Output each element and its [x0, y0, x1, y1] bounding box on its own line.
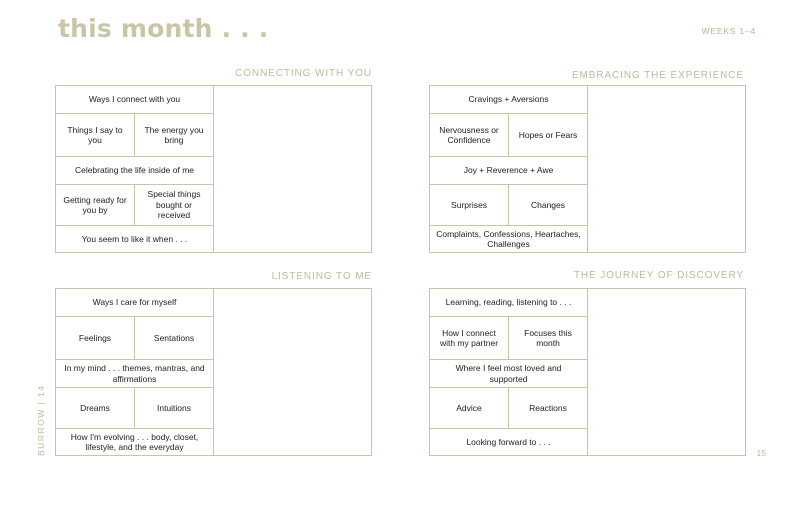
prompt-grid	[56, 86, 214, 252]
prompt-row	[430, 185, 587, 226]
weeks-label: WEEKS 1–4	[701, 26, 756, 36]
prompt-row	[56, 429, 213, 455]
prompt-cell: Special things bought or received	[134, 185, 213, 225]
prompt-cell: Dreams	[80, 402, 110, 413]
prompt-grid	[56, 289, 214, 455]
prompt-cell: Hopes or Fears	[508, 114, 587, 156]
page-title: this month . . .	[58, 14, 269, 43]
prompt-cell: Looking forward to . . .	[466, 436, 551, 447]
prompt-cell: Ways I connect with you	[88, 94, 181, 105]
prompt-row	[430, 157, 587, 185]
prompt-cell: Nervousness or Confidence	[439, 124, 499, 145]
prompt-cell: How I connect with my partner	[439, 327, 499, 348]
prompt-row	[430, 114, 587, 157]
prompt-cell: The energy you bring	[134, 114, 213, 156]
prompt-grid	[430, 289, 588, 455]
prompt-cell: Sentations	[134, 317, 213, 359]
prompt-row	[430, 388, 587, 429]
prompt-cell: Intuitions	[134, 388, 213, 428]
planner-box-connecting	[55, 85, 372, 253]
prompt-cell: Feelings	[78, 332, 112, 343]
prompt-grid	[430, 86, 588, 252]
prompt-cell: In my mind . . . themes, mantras, and affirmations	[64, 363, 205, 384]
prompt-cell: How I'm evolving . . . body, closet, lifestyle, and the everyday	[70, 431, 199, 452]
prompt-row	[56, 157, 213, 185]
prompt-cell: Focuses this month	[508, 317, 587, 359]
prompt-cell: Changes	[508, 185, 587, 225]
prompt-cell: Joy + Reverence + Awe	[463, 165, 554, 176]
prompt-row	[56, 289, 213, 317]
prompt-row	[430, 429, 587, 455]
prompt-cell: Reactions	[508, 388, 587, 428]
planner-box-journey	[429, 288, 746, 456]
prompt-row	[56, 317, 213, 360]
prompt-cell: Ways I care for myself	[92, 297, 177, 308]
section-title-listening: LISTENING TO ME	[271, 271, 372, 282]
section-title-connecting: CONNECTING WITH YOU	[235, 68, 372, 79]
prompt-row	[430, 317, 587, 360]
prompt-row	[56, 360, 213, 388]
prompt-cell: Things I say to you	[67, 124, 123, 145]
prompt-row	[56, 388, 213, 429]
prompt-row	[430, 360, 587, 388]
prompt-cell: Surprises	[451, 199, 487, 210]
prompt-cell: Advice	[456, 402, 482, 413]
prompt-row	[430, 226, 587, 252]
planner-box-embracing	[429, 85, 746, 253]
prompt-cell: Where I feel most loved and supported	[455, 363, 562, 384]
right-page-number: 15	[756, 448, 766, 458]
prompt-row	[56, 185, 213, 226]
prompt-cell: Complaints, Confessions, Heartaches, Challenges	[436, 228, 581, 249]
prompt-row	[56, 114, 213, 157]
left-page-folio: BURROW | 14	[36, 384, 46, 456]
prompt-cell: Getting ready for you by	[63, 194, 127, 215]
prompt-cell: You seem to like it when . . .	[81, 233, 188, 244]
section-title-journey: THE JOURNEY OF DISCOVERY	[573, 270, 744, 281]
planner-box-listening	[55, 288, 372, 456]
prompt-row	[56, 226, 213, 252]
section-title-embracing: EMBRACING THE EXPERIENCE	[571, 70, 744, 81]
prompt-row	[56, 86, 213, 114]
prompt-cell: Cravings + Aversions	[468, 94, 549, 105]
prompt-cell: Learning, reading, listening to . . .	[445, 297, 572, 308]
prompt-row	[430, 86, 587, 114]
prompt-row	[430, 289, 587, 317]
prompt-cell: Celebrating the life inside of me	[74, 165, 195, 176]
